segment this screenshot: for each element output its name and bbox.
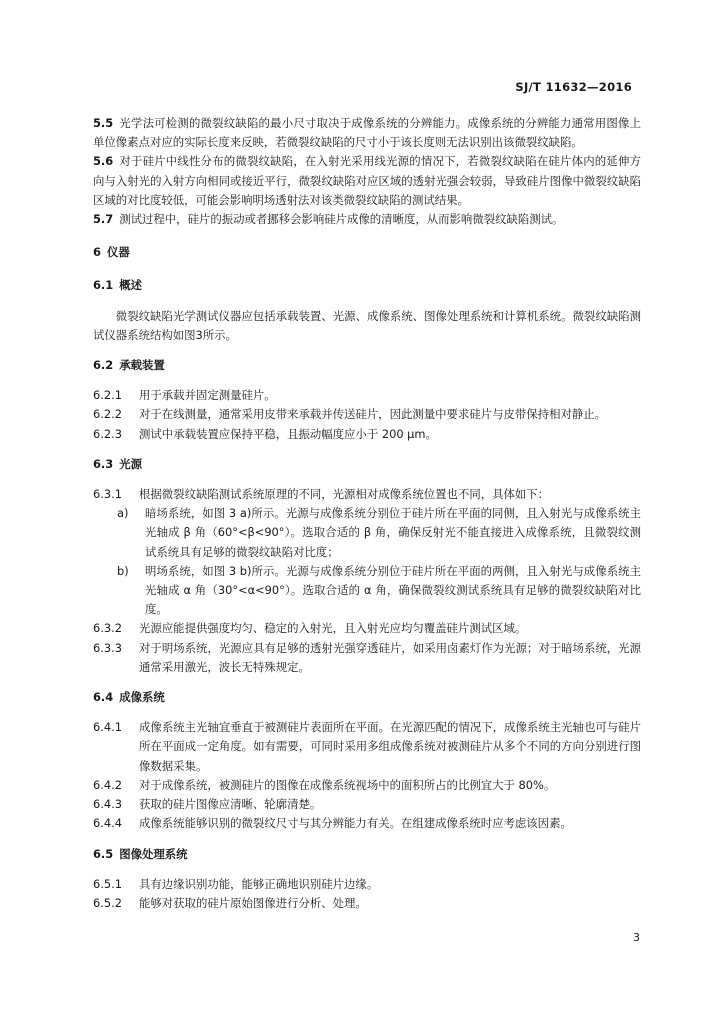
clause-5-6 [93,152,641,210]
clause-number: 6.3.1 [93,487,122,502]
page-number: 3 [633,931,640,944]
clause-number: 6.3.2 [93,621,122,636]
subsection-6-4-heading [93,688,641,707]
clause-text: 成像系统主光轴宜垂直于被测硅片表面所在平面。在光源匹配的情况下，成像系统主光轴也可与硅片所在平面成一定角度。如有需要，可同时采用多组成像系统对被测硅片从多个不同的方向分别进行图像数据采集。 [139,720,641,773]
subsection-number: 6.5 [93,846,114,861]
page-content [93,114,641,913]
subsection-title: 成像系统 [119,690,165,705]
list-item-b [93,562,641,620]
clause-number: 6.5.1 [93,876,122,891]
clause-6-4-4 [93,814,641,833]
clause-number: 6.2.1 [93,388,122,403]
subsection-6-5-heading [93,845,641,864]
clause-text: 成像系统能够识别的微裂纹尺寸与其分辨能力有关。在组建成像系统时应考虑该因素。 [139,816,572,831]
section-title: 仪器 [106,245,130,260]
list-text: 明场系统，如图 3 b)所示。光源与成像系统分别位于硅片所在平面的两侧，且入射光与成像系统主光轴成 α 角（30°<α<90°）。选取合适的 α 角，确保微裂纹测试系统具有足够的微裂纹缺陷对比度。 [145,563,641,617]
clause-text: 对于明场系统，光源应具有足够的透射光强穿透硅片，如采用卤素灯作为光源；对于暗场系统，光源通常采用激光，波长无特殊规定。 [139,640,641,674]
section-6-heading [93,243,641,262]
subsection-number: 6.3 [93,456,114,471]
list-marker: a) [117,506,129,521]
clause-number: 5.5 [93,116,114,130]
clause-text: 测试中承载装置应保持平稳，且振动幅度应小于 200 μm。 [139,426,437,441]
clause-5-7 [93,210,641,229]
clause-text: 对于在线测量，通常采用皮带来承载并传送硅片，因此测量中要求硅片与皮带保持相对静止。 [139,407,607,422]
clause-6-4-2 [93,776,641,795]
clause-6-3-3 [93,639,641,677]
clause-number: 5.7 [93,212,114,227]
clause-text: 获取的硅片图像应清晰、轮廓清楚。 [139,797,322,812]
subsection-6-3-heading [93,455,641,474]
clause-6-5-1 [93,875,641,894]
list-text: 暗场系统，如图 3 a)所示。光源与成像系统分别位于硅片所在平面的同侧，且入射光与成像系统主光轴成 β 角（60°<β<90°）。选取合适的 β 角，确保反射光不能直接进入成像系统，且微裂纹测试系统具有足够的微裂纹缺陷对比度； [145,506,641,559]
document-code: SJ/T 11632—2016 [515,80,632,94]
clause-text: 光源应能提供强度均匀、稳定的入射光，且入射光应均匀覆盖硅片测试区域。 [139,621,527,636]
clause-text: 具有边缘识别功能，能够正确地识别硅片边缘。 [139,876,379,891]
subsection-number: 6.2 [93,358,114,373]
clause-text: 测试过程中，硅片的振动或者挪移会影响硅片成像的清晰度，从而影响微裂纹缺陷测试。 [119,212,564,227]
list-item-a [93,504,641,562]
clause-text: 能够对获取的硅片原始图像进行分析、处理。 [139,895,367,910]
subsection-6-1-text: 微裂纹缺陷光学测试仪器应包括承载装置、光源、成像系统、图像处理系统和计算机系统。微裂纹缺陷测试仪器系统结构如图3所示。 [93,308,641,342]
clause-text: 根据微裂纹缺陷测试系统原理的不同，光源相对成像系统位置也不同，具体如下： [139,487,550,502]
subsection-title: 概述 [119,278,142,293]
clause-number: 6.3.3 [93,640,122,655]
subsection-title: 承载装置 [119,358,165,373]
clause-6-2-1 [93,386,641,405]
subsection-number: 6.4 [93,690,114,705]
subsection-6-2-heading [93,356,641,375]
clause-number: 6.2.3 [93,426,122,441]
clause-number: 6.4.2 [93,777,122,792]
clause-number: 5.6 [93,154,114,169]
clause-text: 对于成像系统，被测硅片的图像在成像系统视场中的面积所占的比例宜大于 80%。 [139,777,556,792]
clause-6-5-2 [93,894,641,913]
clause-text: 光学法可检测的微裂纹缺陷的最小尺寸取决于成像系统的分辨能力。成像系统的分辨能力通常用图像上单位像素点对应的实际长度来反映，若微裂纹缺陷的尺寸小于该长度则无法识别出该微裂纹缺陷。 [93,116,641,150]
subsection-title: 光源 [119,456,142,471]
clause-6-3-1 [93,485,641,504]
list-marker: b) [117,563,129,578]
clause-text: 对于硅片中线性分布的微裂纹缺陷，在入射光采用线光源的情况下，若微裂纹缺陷在硅片体内的延伸方向与入射光的入射方向相同或接近平行，微裂纹缺陷对应区域的透射光强会较弱，导致硅片图像中微裂纹缺陷区域的对比度较低，可能会影响明场透射法对该类微裂纹缺陷的测试结果。 [93,154,641,207]
clause-number: 6.4.3 [93,797,122,812]
clause-6-2-2 [93,405,641,424]
clause-number: 6.4.1 [93,720,122,735]
clause-6-3-2 [93,619,641,638]
section-number: 6 [93,245,101,260]
clause-6-2-3 [93,425,641,444]
subsection-6-1-heading [93,276,641,295]
clause-6-4-1 [93,718,641,776]
clause-number: 6.5.2 [93,895,122,910]
clause-number: 6.4.4 [93,816,122,831]
clause-6-4-3 [93,795,641,814]
subsection-number: 6.1 [93,278,114,293]
clause-5-5 [93,114,641,152]
clause-number: 6.2.2 [93,407,122,422]
clause-text: 用于承载并固定测量硅片。 [139,388,276,403]
subsection-title: 图像处理系统 [119,846,188,861]
